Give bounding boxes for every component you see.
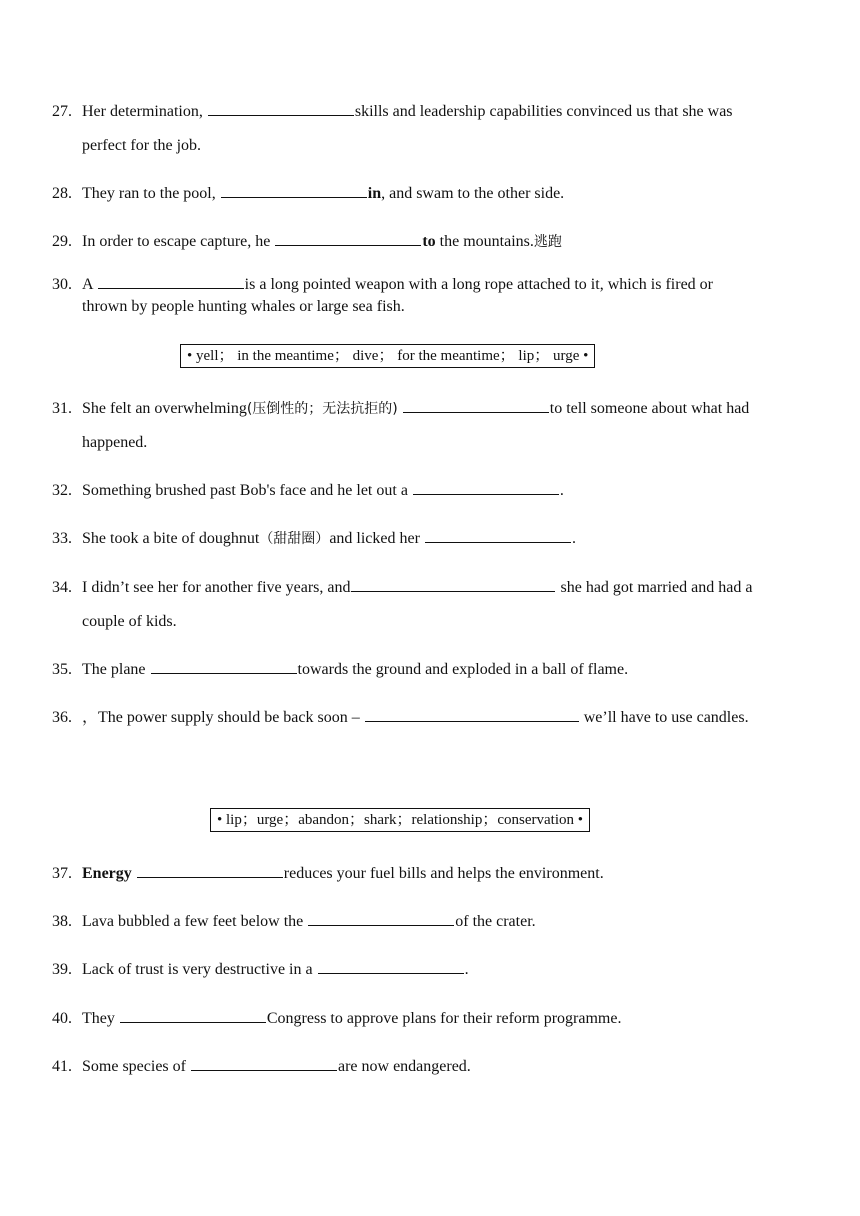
- answer-blank[interactable]: [98, 274, 244, 289]
- question-38: [52, 905, 812, 939]
- answer-blank[interactable]: [425, 528, 571, 543]
- question-number: 35.: [52, 661, 72, 678]
- chinese-hint: （甜甜圈）: [259, 531, 330, 547]
- question-text: reduces your fuel bills and helps the environment.: [283, 865, 604, 882]
- question-number: 27.: [52, 103, 72, 120]
- question-number: 37.: [52, 865, 72, 882]
- question-number: 33.: [52, 530, 72, 547]
- answer-blank[interactable]: [208, 101, 354, 116]
- answer-blank[interactable]: [191, 1056, 337, 1071]
- question-bold-word: Energy: [82, 865, 132, 882]
- question-text: couple of kids.: [82, 613, 177, 630]
- question-text: She felt an overwhelming: [82, 400, 247, 417]
- answer-blank[interactable]: [308, 911, 454, 926]
- question-29: [52, 225, 812, 259]
- question-number: 28.: [52, 185, 72, 202]
- question-number: 31.: [52, 400, 72, 417]
- answer-blank[interactable]: [351, 577, 555, 592]
- question-text: Some species of: [82, 1058, 190, 1075]
- question-text: Lack of trust is very destructive in a: [82, 961, 317, 978]
- question-text: The plane: [82, 661, 150, 678]
- answer-blank[interactable]: [151, 659, 297, 674]
- question-text: she had got married and had a: [556, 579, 753, 596]
- question-text: happened.: [82, 434, 148, 451]
- question-text: .: [571, 530, 576, 547]
- answer-blank[interactable]: [318, 959, 464, 974]
- question-text: Something brushed past Bob's face and he let out a: [82, 482, 412, 499]
- question-text: towards the ground and exploded in a ball of flame.: [297, 661, 629, 678]
- question-number: 38.: [52, 913, 72, 930]
- question-33: [52, 522, 812, 556]
- chinese-hint: 逃跑: [533, 234, 562, 250]
- question-39: [52, 953, 812, 987]
- answer-blank[interactable]: [275, 231, 421, 246]
- word-bank-box: • yell； in the meantime； dive； for the meantime； lip； urge •: [180, 344, 595, 368]
- question-text: skills and leadership capabilities convinced us that she was: [354, 103, 733, 120]
- question-text: In order to escape capture, he: [82, 233, 275, 250]
- answer-blank[interactable]: [413, 480, 559, 495]
- question-31: [52, 392, 812, 460]
- question-text: [132, 865, 136, 882]
- question-36: [52, 701, 832, 735]
- word-bank-box: • lip；urge；abandon；shark；relationship；conservation •: [210, 808, 590, 832]
- question-34: [52, 571, 832, 639]
- question-number: 41.: [52, 1058, 72, 1075]
- question-text: Her determination,: [82, 103, 207, 120]
- question-text: is a long pointed weapon with a long rope attached to it, which is fired or: [244, 276, 713, 293]
- answer-blank[interactable]: [365, 707, 579, 722]
- answer-blank[interactable]: [120, 1008, 266, 1023]
- question-text: They: [82, 1010, 119, 1027]
- question-text: , and swam to the other side.: [381, 185, 565, 202]
- question-text: They ran to the pool,: [82, 185, 220, 202]
- answer-blank[interactable]: [221, 183, 367, 198]
- question-number: 39.: [52, 961, 72, 978]
- question-text: ，The power supply should be back soon –: [82, 709, 364, 726]
- question-number: 34.: [52, 579, 72, 596]
- question-text: thrown by people hunting whales or large sea fish.: [82, 298, 405, 315]
- question-number: 40.: [52, 1010, 72, 1027]
- question-text: .: [559, 482, 564, 499]
- question-text: we’ll have to use candles.: [579, 709, 749, 726]
- question-40: [52, 1002, 812, 1036]
- question-text: of the crater.: [455, 913, 536, 930]
- question-35: [52, 653, 812, 687]
- question-28: [52, 177, 812, 211]
- question-number: 36.: [52, 709, 72, 726]
- question-bold-word: to: [422, 233, 436, 250]
- question-number: 32.: [52, 482, 72, 499]
- question-30: [52, 274, 812, 318]
- answer-blank[interactable]: [403, 398, 549, 413]
- question-32: [52, 474, 812, 508]
- question-number: 30.: [52, 276, 72, 293]
- question-text: the mountains.: [435, 233, 534, 250]
- question-text: A: [82, 276, 97, 293]
- answer-blank[interactable]: [137, 863, 283, 878]
- question-27: [52, 95, 812, 163]
- question-text: I didn’t see her for another five years, and: [82, 579, 351, 596]
- chinese-note: (压倒性的；无法抗拒的): [246, 401, 398, 417]
- question-41: [52, 1050, 812, 1084]
- question-text: to tell someone about what had: [549, 400, 750, 417]
- question-text: are now endangered.: [337, 1058, 471, 1075]
- question-number: 29.: [52, 233, 72, 250]
- question-text: perfect for the job.: [82, 137, 202, 154]
- question-37: [52, 857, 812, 891]
- question-text: and licked her: [329, 530, 424, 547]
- question-text: Congress to approve plans for their reform programme.: [266, 1010, 622, 1027]
- question-text: Lava bubbled a few feet below the: [82, 913, 308, 930]
- question-bold-word: in: [367, 185, 382, 202]
- question-text: She took a bite of doughnut: [82, 530, 260, 547]
- question-text: .: [464, 961, 469, 978]
